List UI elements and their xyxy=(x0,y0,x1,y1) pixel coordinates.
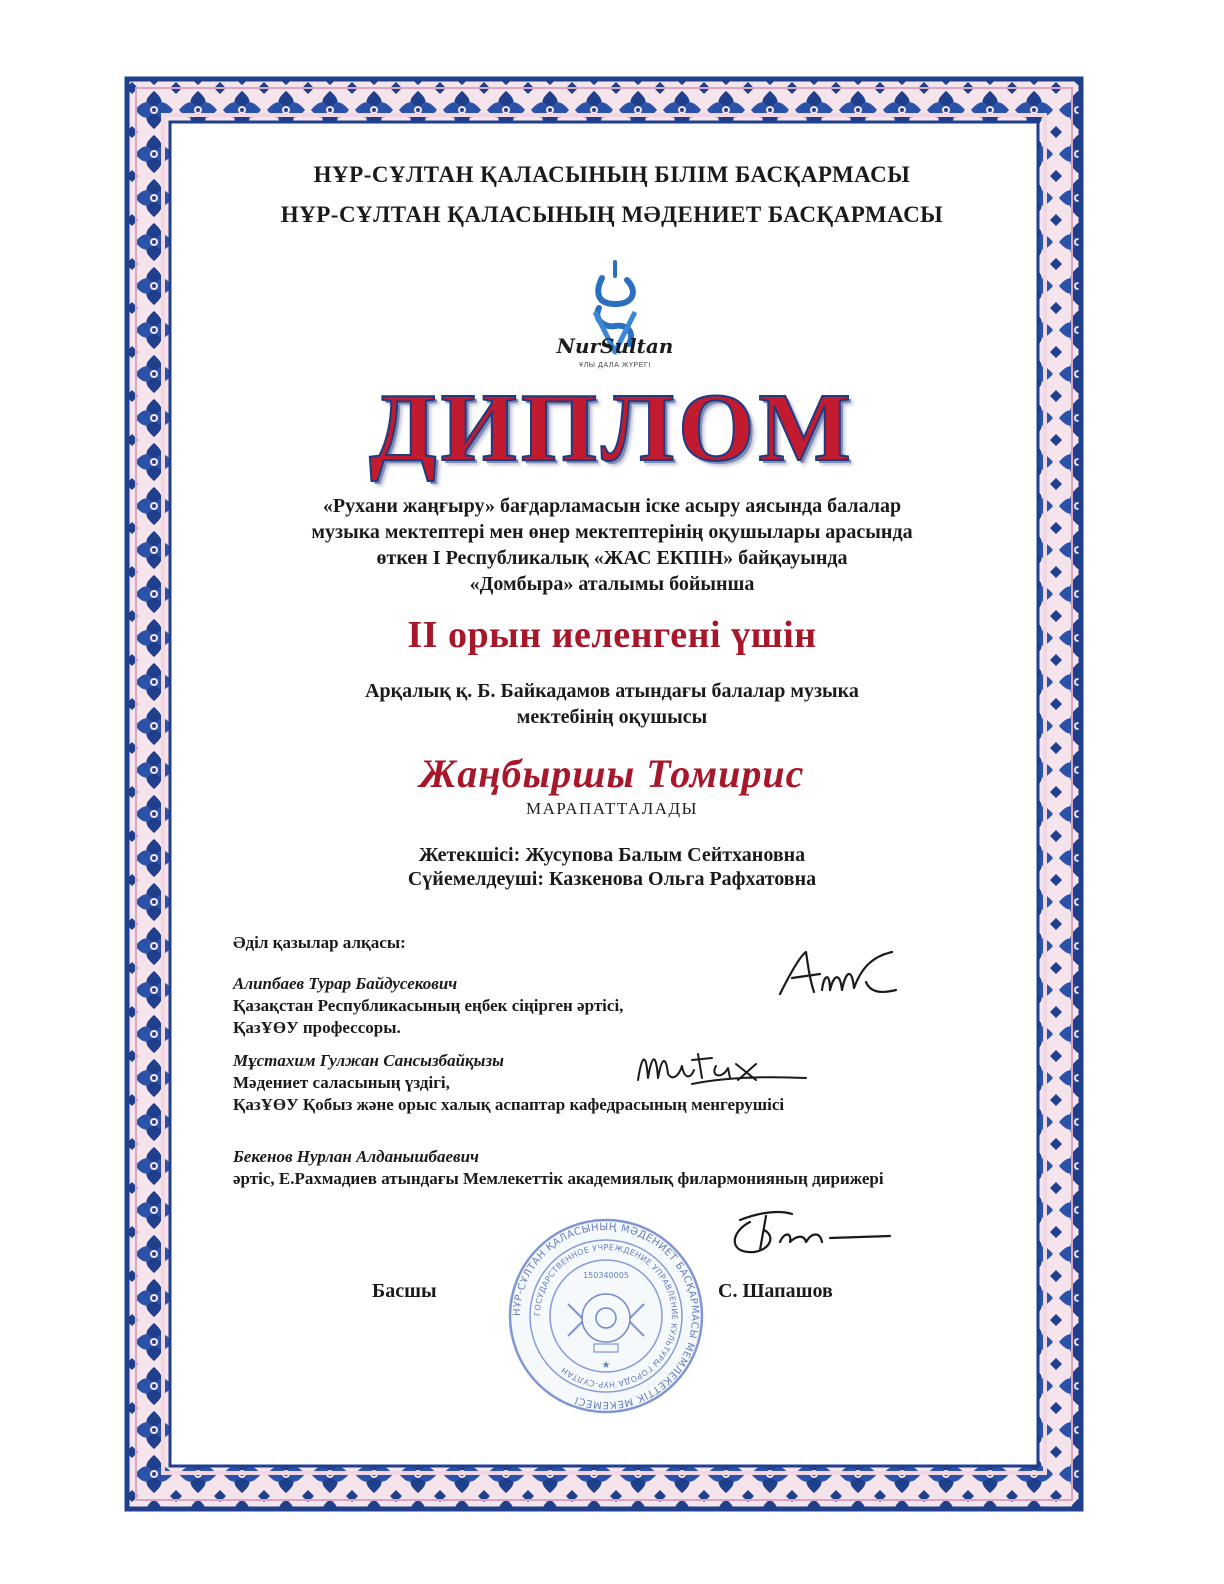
logo-tagline: ҰЛЫ ДАЛА ЖҮРЕГІ xyxy=(579,362,651,369)
jury-member-title: Қазақстан Республикасының еңбек сіңірген әртісі, xyxy=(233,996,624,1015)
recipient-name: Жаңбыршы Томирис xyxy=(419,751,805,796)
place-award: ІІ орын иеленгені үшін xyxy=(407,614,817,656)
jury-member-title: Мәдениет саласының үздігі, xyxy=(233,1073,450,1092)
jury-member xyxy=(233,1146,884,1190)
jury-member-name: Мұстахим Гулжан Сансызбайқызы xyxy=(233,1051,504,1070)
diploma-title: ДИПЛОМ xyxy=(369,374,855,482)
stamp-inner-text: ГОСУДАРСТВЕННОЕ УЧРЕЖДЕНИЕ УПРАВЛЕНИЕ КУЛЬТУРЫ ГОРОДА НУР-СУЛТАН xyxy=(532,1242,680,1390)
official-stamp-icon xyxy=(508,1218,704,1414)
signature-jury-1-icon xyxy=(770,944,910,1006)
school-text xyxy=(150,678,1074,730)
head-role-label: Басшы xyxy=(372,1280,437,1302)
jury-member-title: ҚазҰӨУ Қобыз және орыс халық аспаптар кафедрасының менгерушісі xyxy=(233,1095,785,1114)
intro-text xyxy=(150,493,1074,597)
jury-member-name: Бекенов Нурлан Алданышбаевич xyxy=(233,1147,479,1166)
signature-head-icon xyxy=(720,1202,900,1262)
svg-text:★: ★ xyxy=(601,1360,611,1371)
intro-line: «Рухани жаңғыру» бағдарламасын іске асыру аясында балалар xyxy=(322,495,902,517)
jury-member-title: ҚазҰӨУ профессоры. xyxy=(233,1018,401,1037)
mentor-accompanist: Сүйемелдеуші: Казкенова Ольга Рафхатовна xyxy=(407,868,817,890)
header-line-education: НҰР-СҰЛТАН ҚАЛАСЫНЫҢ БІЛІМ БАСҚАРМАСЫ xyxy=(313,162,911,187)
stamp-number: 150340005 xyxy=(583,1271,629,1280)
school-line: мектебінің оқушысы xyxy=(516,706,708,728)
mentor-leader: Жетекшісі: Жусупова Балым Сейтхановна xyxy=(418,844,806,866)
jury-member xyxy=(233,973,623,1039)
jury-title: Әділ қазылар алқасы: xyxy=(233,933,406,952)
mentors-block xyxy=(0,843,1224,891)
stamp-outer-text: НҰР-СҰЛТАН ҚАЛАСЫНЫҢ МӘДЕНИЕТ БАСҚАРМАСЫ МЕМЛЕКЕТТІК МЕКЕМЕСІ xyxy=(511,1221,701,1411)
intro-line: «Домбыра» аталымы бойынша xyxy=(469,573,755,595)
nursultan-logo-icon xyxy=(555,258,675,376)
header-line-culture: НҰР-СҰЛТАН ҚАЛАСЫНЫҢ МӘДЕНИЕТ БАСҚАРМАСЫ xyxy=(280,202,944,227)
jury-member-title: әртіс, Е.Рахмадиев атындағы Мемлекеттік академиялық филармонияның дирижері xyxy=(233,1169,884,1188)
jury-member-name: Алипбаев Турар Байдусекович xyxy=(233,974,458,993)
head-signer-name: С. Шапашов xyxy=(718,1280,833,1302)
awarded-label: МАРАПАТТАЛАДЫ xyxy=(526,799,698,818)
intro-line: музыка мектептері мен өнер мектептерінің оқушылары арасында xyxy=(311,521,913,543)
school-line: Арқалық қ. Б. Байкадамов атындағы балалар музыка xyxy=(365,680,859,702)
signature-jury-2-icon xyxy=(632,1044,812,1092)
logo-wordmark: NurSultan xyxy=(556,334,674,358)
intro-line: өткен І Республикалық «ЖАС ЕКПІН» байқауында xyxy=(376,547,848,569)
